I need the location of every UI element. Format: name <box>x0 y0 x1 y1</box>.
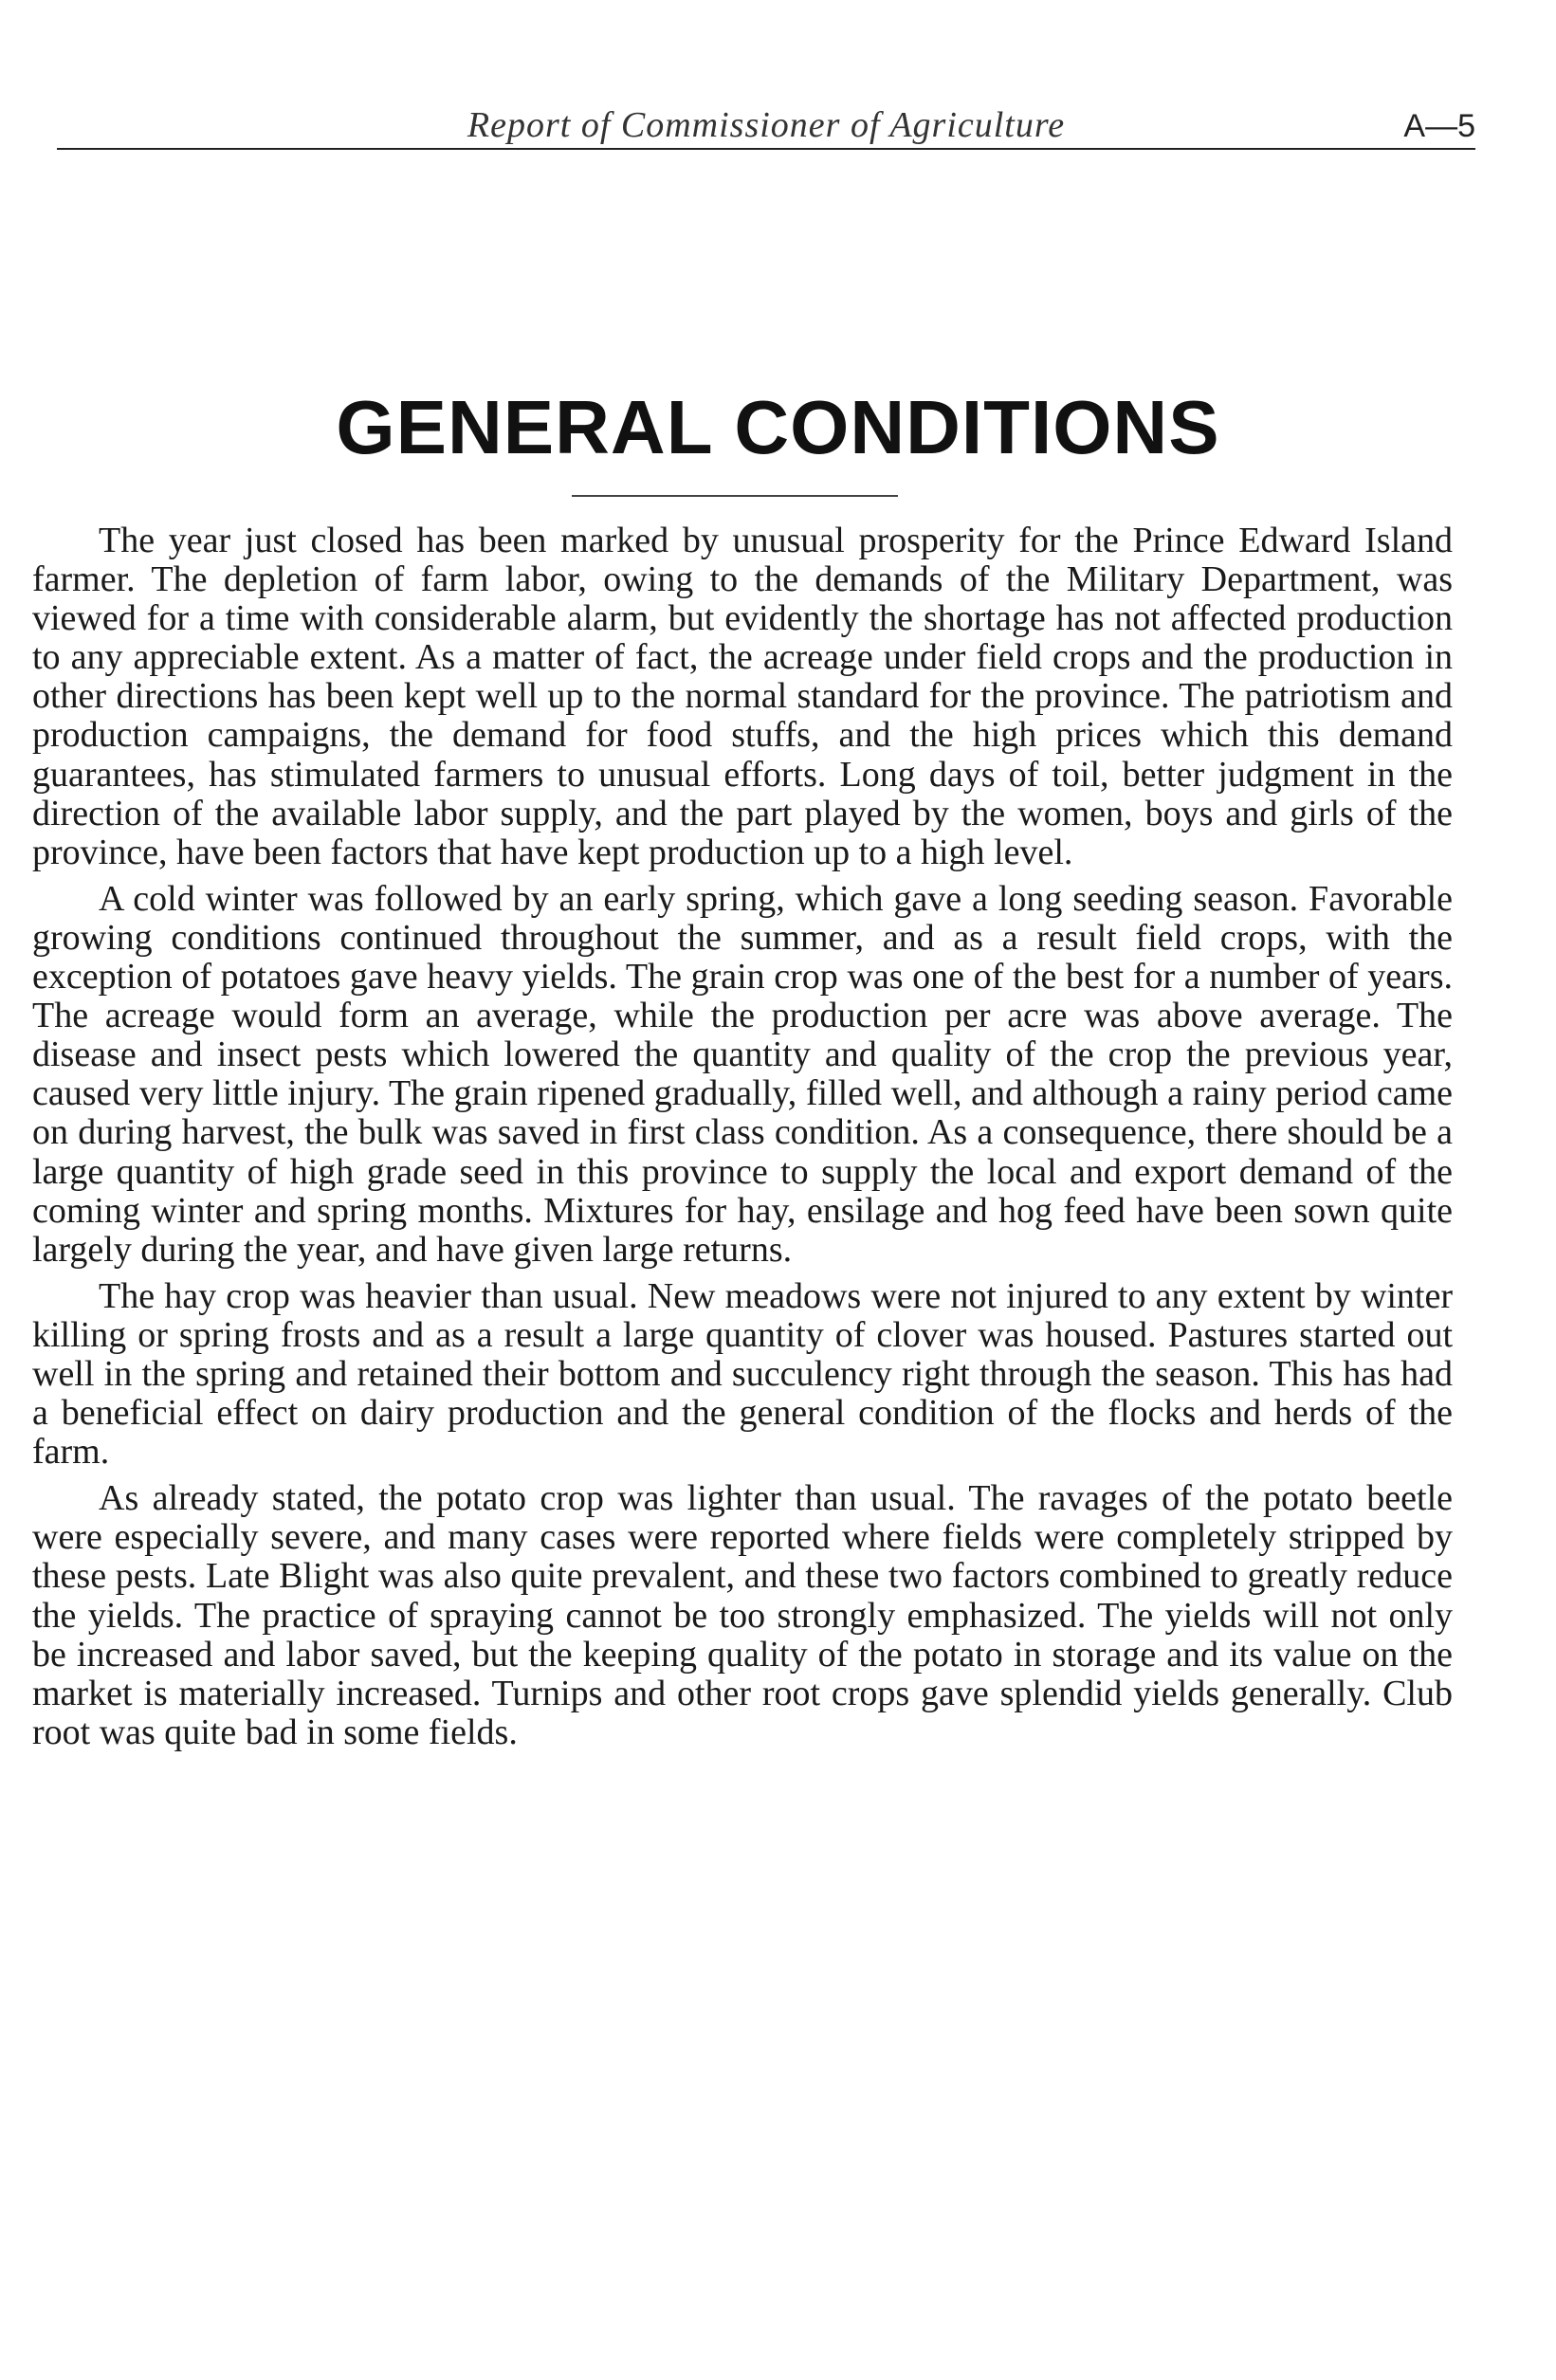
section-title: GENERAL CONDITIONS <box>336 385 1220 469</box>
paragraph-4: As already stated, the potato crop was lighter than usual. The ravages of the potato beetle were especially severe, and many cases were reported where fields were completely stripped by these pests. Late Blight was also quite prevalent, and these two factors combined to greatly reduce the yields. The practice of spraying cannot be too strongly emphasized. The yields will not only be increased and labor saved, but the keeping quality of the potato in storage and its value on the market is materially increased. Turnips and other root crops gave splendid yields generally. Club root was quite bad in some fields. <box>32 1478 1453 1752</box>
page-number: A—5 <box>1403 108 1475 144</box>
title-divider <box>572 495 898 497</box>
paragraph-3: The hay crop was heavier than usual. New meadows were not injured to any extent by winter killing or spring frosts and as a result a large quantity of clover was housed. Pastures started out well in the spring and retained their bottom and succulency right through the season. This has had a beneficial effect on dairy production and the general condition of the flocks and herds of the farm. <box>32 1275 1453 1473</box>
running-title: Report of Commissioner of Agriculture <box>467 105 1066 145</box>
paragraph-2: A cold winter was followed by an early spring, which gave a long seeding season. Favorable growing conditions continued throughout the summer, and as a result field crops, with the exception of potatoes gave heavy yields. The grain crop was one of the best for a number of years. The acreage would form an average, while the production per acre was above average. The disease and insect pests which lowered the quantity and quality of the crop the previous year, caused very little injury. The grain ripened gradually, filled well, and although a rainy period came on during harvest, the bulk was saved in first class condition. As a consequence, there should be a large quantity of high grade seed in this province to supply the local and export demand of the coming winter and spring months. Mixtures for hay, ensilage and hog feed have been sown quite largely during the year, and have given large returns. <box>32 878 1453 1270</box>
paragraph-1: The year just closed has been marked by unusual prosperity for the Prince Edward Island farmer. The depletion of farm labor, owing to the demands of the Military Department, was viewed for a time with considerable alarm, but evidently the shortage has not affected production to any appreciable extent. As a matter of fact, the acreage under field crops and the production in other directions has been kept well up to the normal standard for the province. The patriotism and production campaigns, the demand for food stuffs, and the high prices which this demand guarantees, has stimulated farmers to unusual efforts. Long days of toil, better judgment in the direction of the available labor supply, and the part played by the women, boys and girls of the province, have been factors that have kept production up to a high level. <box>32 521 1453 872</box>
body-text <box>32 522 1453 1760</box>
running-header <box>57 104 1475 150</box>
